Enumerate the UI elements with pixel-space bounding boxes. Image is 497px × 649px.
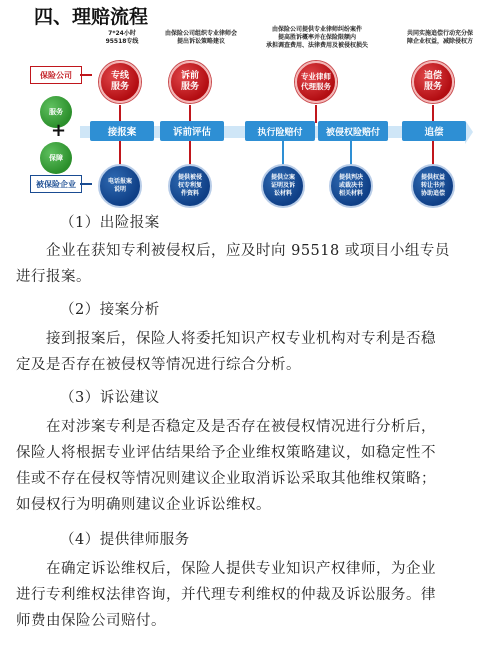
step-infringement-payout: 被侵权险赔付: [318, 121, 388, 141]
body-line: 企业在获知专利被侵权后，应及时向 95518 或项目小组专员: [46, 243, 450, 259]
insured-connector: [80, 182, 92, 186]
step-pre-assessment: 诉前评估: [160, 121, 224, 141]
filing-materials-circle: 提供立案 证明及诉 讼材料: [261, 164, 305, 208]
body-line: 师费由保险公司赔付。: [16, 613, 166, 629]
lawyer-service-circle: 专业律师 代理服务: [295, 61, 337, 103]
note-recovery: 共同实施追偿行动充分保 障企业权益，减除侵权方: [406, 30, 473, 45]
insured-label: 被保险企业: [30, 175, 82, 193]
connector-3: [315, 105, 317, 123]
pre-suit-service-circle: 诉前 服务: [169, 61, 211, 103]
section-1-heading: （1）出险报案: [60, 215, 160, 231]
rights-transfer-circle: 提供权益 转让书并 协助追偿: [411, 164, 455, 208]
body-line: 进行专利维权法律咨询，并代理专利维权的仲裁及诉讼服务。律: [16, 587, 436, 603]
section-1-body: [16, 238, 486, 290]
note-lawyer: 由保险公司提供专业律师纠纷案件 提高胜诉概率并在保险限额内 承担调查费用、法律费用及被侵权损失: [265, 26, 368, 49]
body-line: 接到报案后，保险人将委托知识产权专业机构对专利是否稳: [46, 331, 436, 347]
body-line: 进行报案。: [16, 269, 91, 285]
claims-flow-diagram: [0, 24, 497, 214]
phone-report-circle: 电话报案 说明: [98, 164, 142, 208]
patent-documents-circle: 提供被侵 权专利复 件资料: [168, 164, 212, 208]
judgment-materials-circle: 提供判决 或裁决书 相关材料: [329, 164, 373, 208]
section-3-heading: （3）诉讼建议: [60, 390, 160, 406]
section-4-heading: （4）提供律师服务: [60, 532, 190, 548]
body-line: 保险人将根据专业评估结果给予企业维权策略建议，如稳定性不: [16, 445, 436, 461]
body-line: 在确定诉讼维权后，保险人提供专业知识产权律师，为企业: [46, 561, 436, 577]
section-4-body: [16, 556, 486, 634]
note-hotline: 7*24小时 95518专线: [105, 30, 139, 45]
step-enforcement-payout: 执行险赔付: [245, 121, 315, 141]
step-recovery: 追偿: [402, 121, 466, 141]
insurer-label: 保险公司: [30, 66, 82, 84]
section-2-body: [16, 326, 486, 378]
guarantee-badge: 保障: [40, 142, 72, 174]
body-line: 佳或不存在侵权等情况则建议企业取消诉讼采取其他维权策略；: [16, 471, 436, 487]
body-line: 在对涉案专利是否稳定及是否存在被侵权情况进行分析后，: [46, 419, 436, 435]
insurer-connector: [80, 73, 92, 77]
body-line: 如侵权行为明确则建议企业诉讼维权。: [16, 497, 271, 513]
page-title: 四、理赔流程: [34, 6, 149, 28]
section-3-body: [16, 414, 486, 518]
hotline-service-circle: 专线 服务: [99, 61, 141, 103]
note-pre-suit: 由保险公司组织专业律师会 提出诉讼策略建议: [164, 30, 237, 45]
service-badge: 服务: [40, 96, 72, 128]
recovery-service-circle: 追偿 服务: [412, 61, 454, 103]
step-report: 接报案: [90, 121, 154, 141]
section-2-heading: （2）接案分析: [60, 302, 160, 318]
body-line: 定及是否存在被侵权等情况进行综合分析。: [16, 357, 301, 373]
plus-sign: +: [51, 120, 67, 141]
